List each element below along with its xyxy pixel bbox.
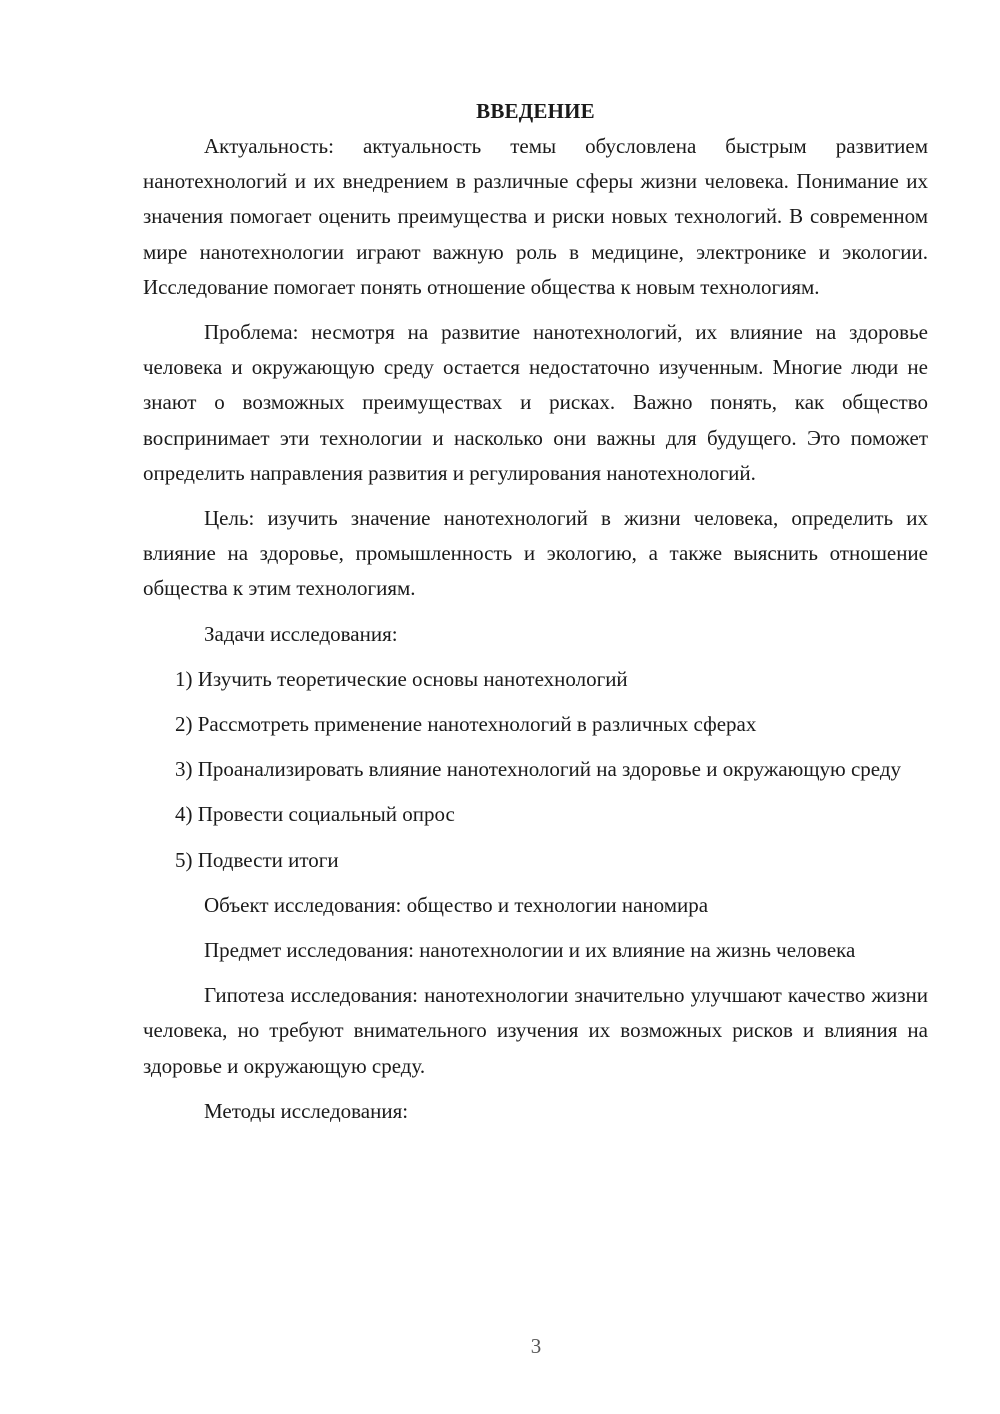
paragraph-goal: Цель: изучить значение нанотехнологий в жизни человека, определить их влияние на здоровье, промышленность и экологию, а также выяснить отношение общества к этим технологиям. bbox=[143, 506, 928, 601]
task-item-1: 1) Изучить теоретические основы нанотехнологий bbox=[175, 666, 628, 691]
paragraph-problem: Проблема: несмотря на развитие нанотехнологий, их влияние на здоровье человека и окружающую среду остается недостаточно изученным. Многие люди не знают о возможных преимуществах и рисках. Важно понять, как общество воспринимает эти технологии и насколько они важны для будущего. Это поможет определить направления развития и регулирования нанотехнологий. bbox=[143, 320, 928, 485]
methods-heading: Методы исследования: bbox=[204, 1098, 409, 1123]
paragraph-hypothesis: Гипотеза исследования: нанотехнологии значительно улучшают качество жизни человека, но требуют внимательного изучения их возможных рисков и влияния на здоровье и окружающую среду. bbox=[143, 983, 928, 1078]
paragraph-object: Объект исследования: общество и технологии наномира bbox=[204, 892, 709, 917]
page-title: ВВЕДЕНИЕ bbox=[476, 99, 595, 123]
tasks-heading: Задачи исследования: bbox=[204, 621, 398, 646]
page-number: 3 bbox=[530, 1334, 542, 1358]
task-item-5: 5) Подвести итоги bbox=[175, 847, 339, 872]
paragraph-relevance: Актуальность: актуальность темы обусловлена быстрым развитием нанотехнологий и их внедрением в различные сферы жизни человека. Понимание их значения помогает оценить преимущества и риски новых технологий. В современном мире нанотехнологии играют важную роль в медицине, электронике и экологии. Исследование помогает понять отношение общества к новым технологиям. bbox=[143, 134, 928, 299]
task-item-2: 2) Рассмотреть применение нанотехнологий в различных сферах bbox=[175, 712, 757, 737]
page-content bbox=[143, 94, 928, 1139]
task-item-4: 4) Провести социальный опрос bbox=[175, 802, 455, 827]
paragraph-subject: Предмет исследования: нанотехнологии и их влияние на жизнь человека bbox=[204, 938, 856, 963]
task-item-3: 3) Проанализировать влияние нанотехнологий на здоровье и окружающую среду bbox=[175, 757, 902, 782]
